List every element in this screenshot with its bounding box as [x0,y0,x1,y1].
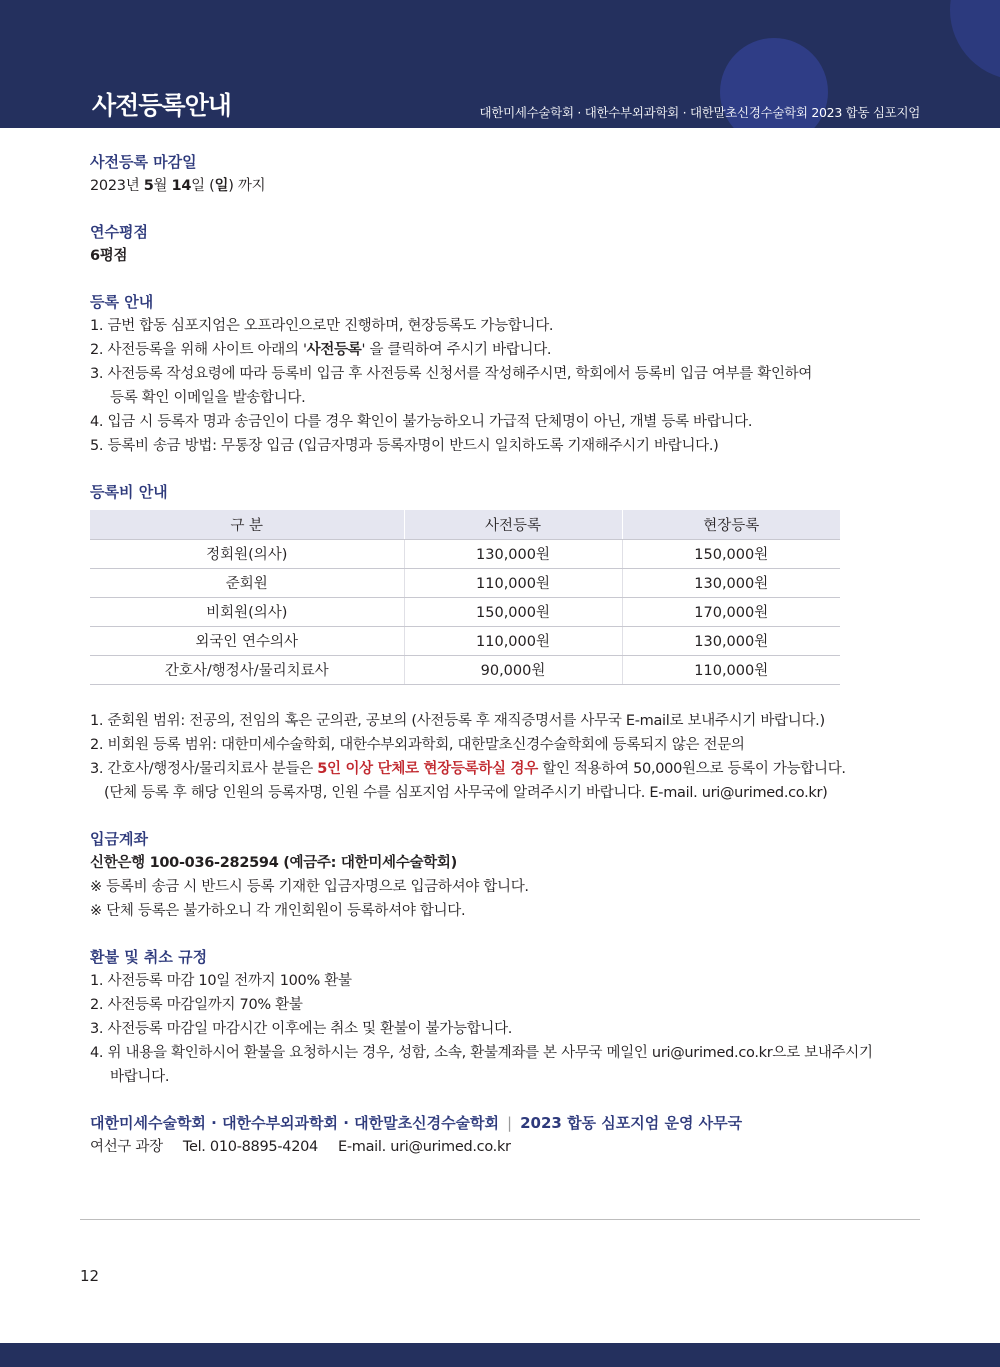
account-note: ※ 등록비 송금 시 반드시 등록 기재한 입금자명으로 입금하셔야 합니다. [90,878,529,895]
table-cell: 정회원(의사) [90,539,404,568]
date-day: 14 [171,178,192,194]
page-number: 12 [80,1267,100,1285]
table-cell: 130,000원 [622,568,840,597]
list-item-continuation: 바랍니다. [110,1068,170,1085]
table-cell: 110,000원 [622,655,840,684]
list-item: 3. 사전등록 작성요령에 따라 등록비 입금 후 사전등록 신청서를 작성해주시면, 학회에서 등록비 입금 여부를 확인하여 [90,366,813,382]
list-item: 5. 등록비 송금 방법: 무통장 입금 (입금자명과 등록자명이 반드시 일치하도록 기재해주시기 바랍니다.) [90,438,719,454]
table-cell: 110,000원 [404,626,622,655]
list-item: 1. 금번 합동 심포지엄은 오프라인으로만 진행하며, 현장등록도 가능합니다. [90,318,554,334]
table-header: 사전등록 [404,510,622,539]
credits-section [90,220,930,268]
fee-notes [90,709,930,805]
date-weekday: 일 [214,178,229,194]
table-cell: 간호사/행정사/물리치료사 [90,655,404,684]
table-row [90,597,840,626]
footer-divider [80,1219,920,1220]
item-text: 할인 적용하여 50,000원으로 등록이 가능합니다. [537,760,846,777]
contact-section [90,1111,930,1159]
main-content [90,150,930,1159]
contact-email: E-mail. uri@urimed.co.kr [337,1138,511,1155]
item-text: ' 을 클릭하여 주시기 바랍니다. [361,342,552,358]
contact-office: 2023 합동 심포지엄 운영 사무국 [520,1113,743,1132]
account-section [90,827,930,923]
table-row [90,568,840,597]
contact-info [90,1135,930,1159]
table-header: 현장등록 [622,510,840,539]
bank-account: 신한은행 100-036-282594 (예금주: 대한미세수술학회) [90,854,457,871]
item-text: 3. 간호사/행정사/물리치료사 분들은 [90,760,318,777]
date-text: 일 ( [191,178,215,194]
list-item: 3. 사전등록 마감일 마감시간 이후에는 취소 및 환불이 불가능합니다. [90,1020,513,1037]
item-bold-text: 사전등록 [306,342,362,358]
table-cell: 외국인 연수의사 [90,626,404,655]
table-cell: 150,000원 [622,539,840,568]
contact-person: 여선구 과장 [90,1138,163,1155]
date-month: 5 [143,178,154,194]
list-item-continuation: 등록 확인 이메일을 발송합니다. [110,390,306,406]
refund-title: 환불 및 취소 규정 [90,947,208,966]
registration-title: 등록 안내 [90,293,154,311]
table-header: 구 분 [90,510,404,539]
list-item [90,338,930,362]
table-cell: 130,000원 [622,626,840,655]
page-title: 사전등록안내 [92,91,231,120]
header-subtitle: 대한미세수술학회 · 대한수부외과학회 · 대한말초신경수술학회 2023 합동 심포지엄 [479,105,920,120]
registration-section [90,290,930,458]
table-cell: 170,000원 [622,597,840,626]
divider: | [507,1113,513,1132]
account-title: 입금계좌 [90,829,148,848]
page-header [0,0,1000,128]
date-text: ) 까지 [228,178,266,194]
list-item-continuation: (단체 등록 후 해당 인원의 등록자명, 인원 수를 심포지엄 사무국에 알려주시기 바랍니다. E-mail. uri@urimed.co.kr) [104,784,828,801]
date-text: 2023년 [90,178,144,194]
table-cell: 130,000원 [404,539,622,568]
item-text: 2. 사전등록을 위해 사이트 아래의 ' [90,342,307,358]
decorative-circle [950,0,1000,80]
bottom-bar [0,1343,1000,1367]
contact-title [90,1111,930,1135]
list-item: 2. 비회원 등록 범위: 대한미세수술학회, 대한수부외과학회, 대한말초신경수술학회에 등록되지 않은 전문의 [90,736,745,753]
table-cell: 비회원(의사) [90,597,404,626]
credits-value: 6평점 [90,248,128,264]
highlight-text: 5인 이상 단체로 현장등록하실 경우 [317,760,538,777]
list-item: 1. 사전등록 마감 10일 전까지 100% 환불 [90,972,352,989]
contact-societies: 대한미세수술학회 · 대한수부외과학회 · 대한말초신경수술학회 [90,1113,500,1132]
fee-table [90,510,840,685]
fees-section [90,480,930,805]
deadline-section [90,150,930,198]
table-cell: 150,000원 [404,597,622,626]
list-item: 2. 사전등록 마감일까지 70% 환불 [90,996,303,1013]
date-text: 월 [153,178,172,194]
list-item [90,757,930,781]
table-row [90,655,840,684]
deadline-date [90,174,930,198]
table-cell: 준회원 [90,568,404,597]
table-row [90,539,840,568]
table-header-row [90,510,840,539]
fees-title: 등록비 안내 [90,483,168,501]
table-row [90,626,840,655]
contact-tel: Tel. 010-8895-4204 [182,1138,318,1155]
account-note: ※ 단체 등록은 불가하오니 각 개인회원이 등록하셔야 합니다. [90,902,466,919]
table-cell: 90,000원 [404,655,622,684]
deadline-title: 사전등록 마감일 [90,153,197,171]
credits-title: 연수평점 [90,223,148,241]
list-item: 4. 위 내용을 확인하시어 환불을 요청하시는 경우, 성함, 소속, 환불계좌를 본 사무국 메일인 uri@urimed.co.kr으로 보내주시기 [90,1044,873,1061]
refund-section [90,945,930,1089]
list-item: 4. 입금 시 등록자 명과 송금인이 다를 경우 확인이 불가능하오니 가급적 단체명이 아닌, 개별 등록 바랍니다. [90,414,753,430]
table-cell: 110,000원 [404,568,622,597]
list-item: 1. 준회원 범위: 전공의, 전임의 혹은 군의관, 공보의 (사전등록 후 재직증명서를 사무국 E-mail로 보내주시기 바랍니다.) [90,712,825,729]
